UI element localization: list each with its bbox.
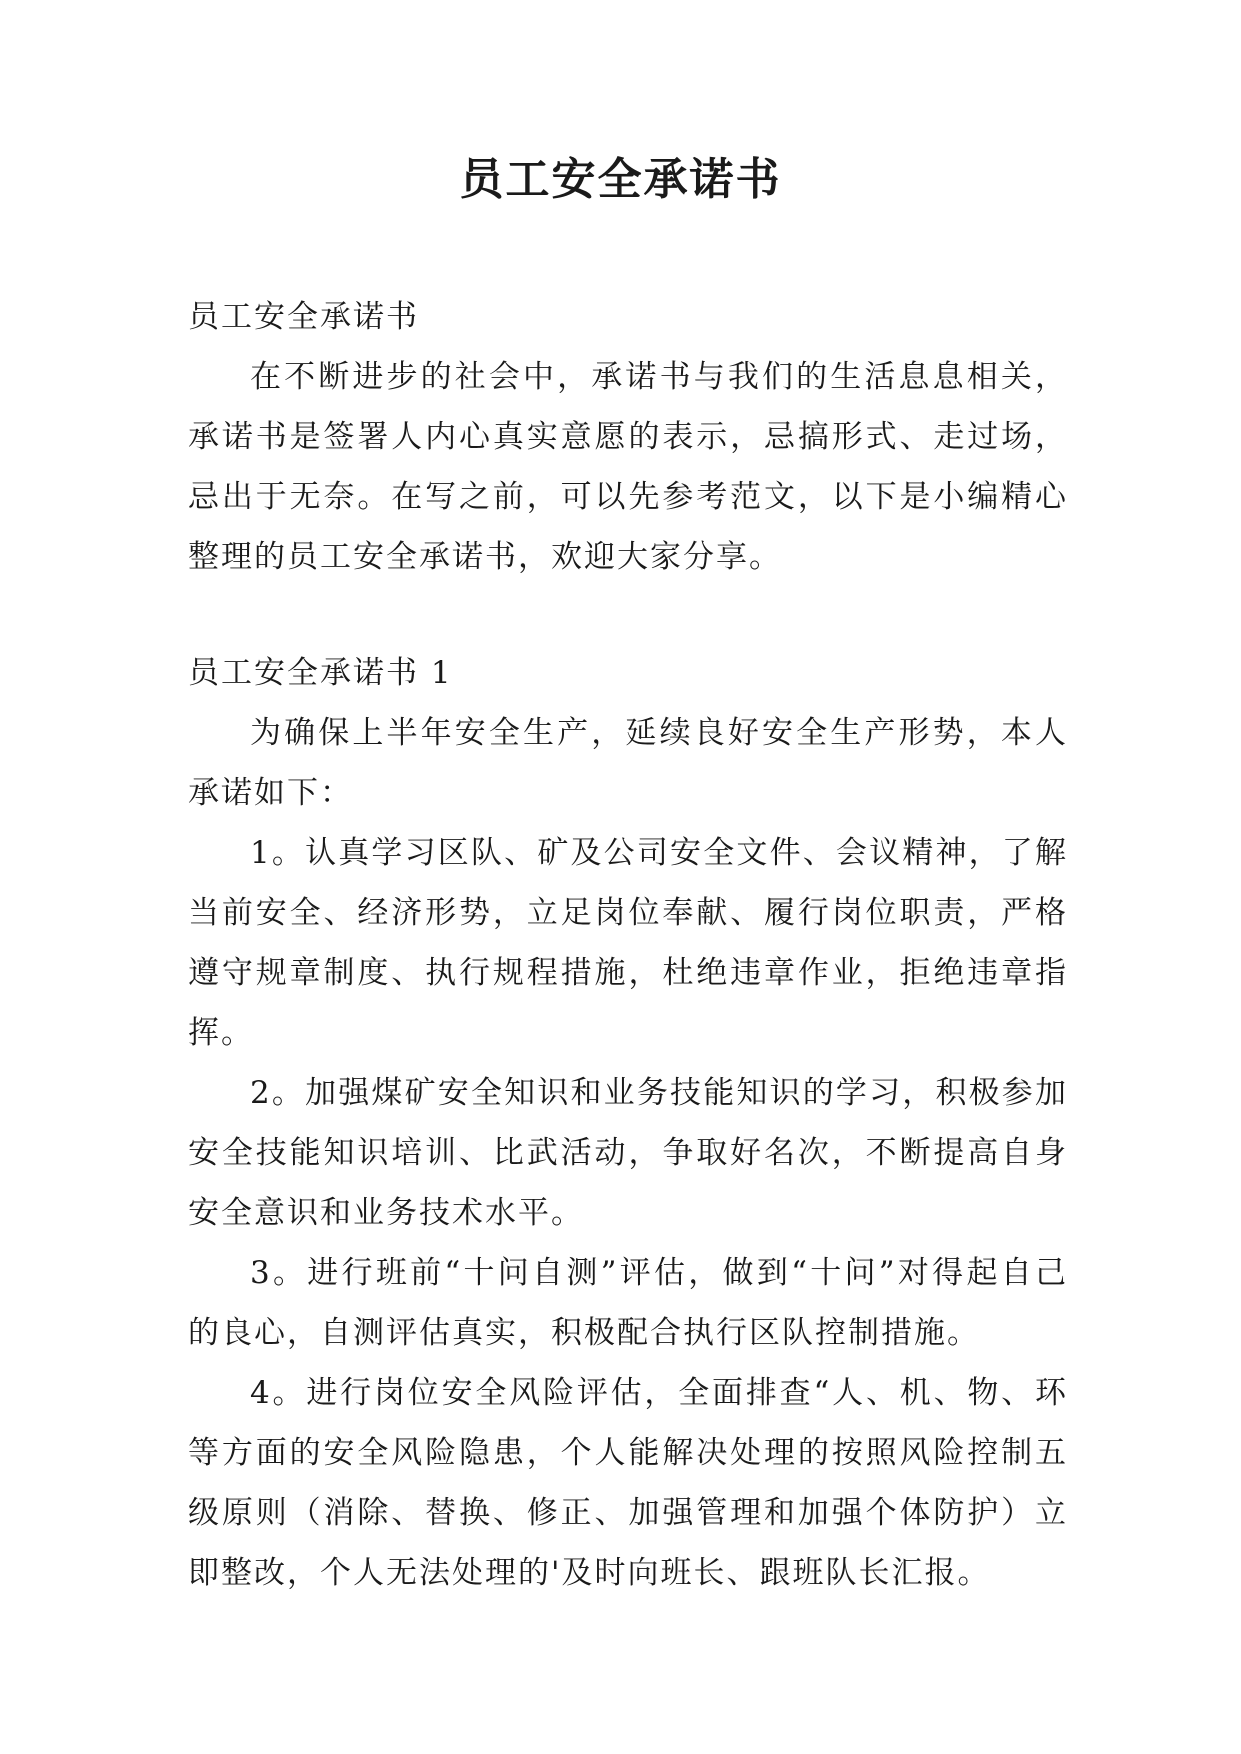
section-heading: 员工安全承诺书 1	[188, 655, 453, 691]
blank-line	[188, 587, 1068, 643]
subtitle: 员工安全承诺书	[188, 299, 419, 335]
body-paragraph: 4。进行岗位安全风险评估，全面排查“人、机、物、环等方面的安全风险隐患，个人能解决处理的按照风险控制五级原则（消除、替换、修正、加强管理和加强个体防护）立即整改，个人无法处理的'及时向班长、跟班队长汇报。	[188, 1375, 1068, 1591]
body-paragraph: 为确保上半年安全生产，延续良好安全生产形势，本人承诺如下：	[188, 715, 1068, 811]
body-paragraph: 1。认真学习区队、矿及公司安全文件、会议精神，了解当前安全、经济形势，立足岗位奉献、履行岗位职责，严格遵守规章制度、执行规程措施，杜绝违章作业，拒绝违章指挥。	[188, 835, 1068, 1051]
body-paragraph: 2。加强煤矿安全知识和业务技能知识的学习，积极参加安全技能知识培训、比武活动，争取好名次，不断提高自身安全意识和业务技术水平。	[188, 1075, 1068, 1231]
page-title: 员工安全承诺书	[459, 154, 782, 205]
body-paragraph: 3。进行班前“十问自测”评估，做到“十问”对得起自己的良心，自测评估真实，积极配合执行区队控制措施。	[188, 1255, 1068, 1351]
intro-paragraph: 在不断进步的社会中，承诺书与我们的生活息息相关，承诺书是签署人内心真实意愿的表示，忌搞形式、走过场，忌出于无奈。在写之前，可以先参考范文，以下是小编精心整理的员工安全承诺书，欢迎大家分享。	[188, 359, 1068, 575]
document-body	[188, 287, 1068, 1603]
